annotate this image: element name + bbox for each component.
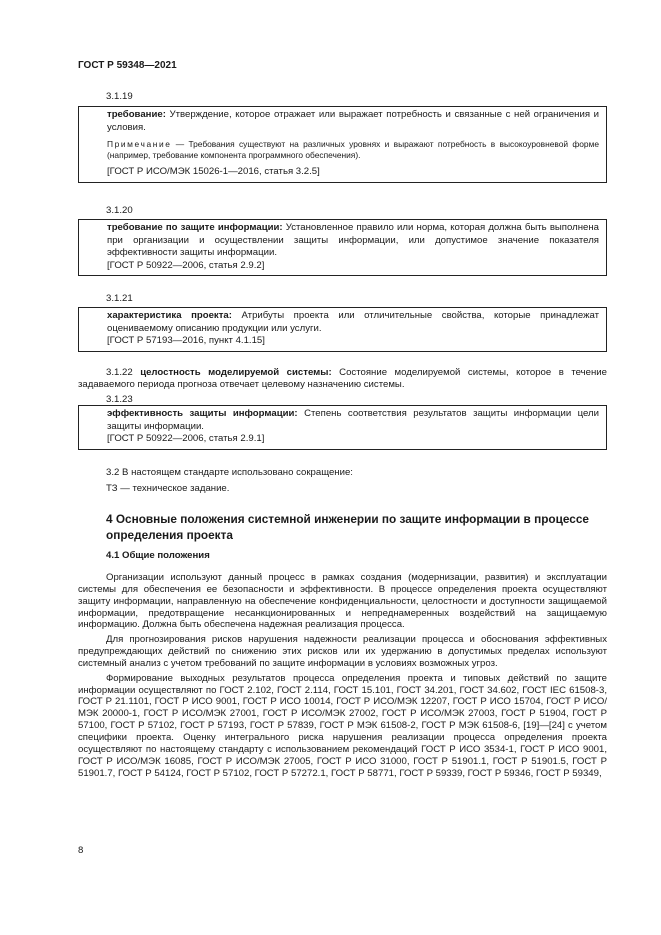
page-number: 8 <box>78 845 84 856</box>
term-definition <box>107 222 599 260</box>
term-source: [ГОСТ Р 50922—2006, статья 2.9.2] <box>107 259 265 271</box>
term-box-3-1-23 <box>78 405 607 450</box>
section-title: 4 Основные положения системной инженерии по защите информации в процессе определения проекта <box>106 512 589 542</box>
term-definition <box>107 310 599 335</box>
term-definition-text: Установленное правило или норма, которая должна быть выполнена при организации и осуществлении защиты информации, или допустимое значение показателя эффективности защиты информации. <box>107 222 599 259</box>
standard-header: ГОСТ Р 59348—2021 <box>78 60 177 71</box>
term-number: 3.1.19 <box>106 91 133 102</box>
term-name: эффективность защиты информации: <box>107 408 298 419</box>
term-box-3-1-20 <box>78 219 607 276</box>
term-name: требование: <box>107 109 166 120</box>
section-body <box>78 572 607 782</box>
abbrev-intro: 3.2 В настоящем стандарте использовано сокращение: <box>106 467 353 478</box>
term-definition-text: Состояние моделируемой системы, которое в течение задаваемого периода прогноза отвечает целевому назначению системы. <box>78 367 607 391</box>
term-number: 3.1.21 <box>106 293 133 304</box>
term-note <box>107 139 599 161</box>
body-paragraph: Формирование выходных результатов процесса определения проекта и типовых действий по защите информации осуществляют по ГОСТ 2.102, ГОСТ 2.114, ГОСТ 15.101, ГОСТ 34.201, ГОСТ 34.602, ГОСТ IEC 61508-3, ГОСТ Р 21.1101, ГОСТ Р ИСО 9001, ГОСТ Р ИСО 10014, ГОСТ Р ИСО/МЭК 12207, ГОСТ Р ИСО 15704, ГОСТ Р ИСО/МЭК 20000-1, ГОСТ Р ИСО/МЭК 27001, ГОСТ Р ИСО/МЭК 27002, ГОСТ Р ИСО/МЭК 27003, ГОСТ Р 51904, ГОСТ Р 57100, ГОСТ Р 57102, ГОСТ Р 57193, ГОСТ Р 57839, ГОСТ Р МЭК 61508-2, ГОСТ Р МЭК 61508-6, [19]—[24] с учетом специфики проекта. Оценку интегрального риска нарушения реализации процесса определения проекта осуществляют по настоящему стандарту с использованием рекомендаций ГОСТ Р ИСО 3534-1, ГОСТ Р ИСО 9001, ГОСТ Р ИСО/МЭК 16085, ГОСТ Р ИСО/МЭК 27005, ГОСТ Р ИСО 31000, ГОСТ Р 51901.1, ГОСТ Р 51901.5, ГОСТ Р 51901.7, ГОСТ Р 54124, ГОСТ Р 57102, ГОСТ Р 57272.1, ГОСТ Р 58771, ГОСТ Р 59339, ГОСТ Р 59346, ГОСТ Р 59349, <box>78 672 607 779</box>
note-label: Примечание <box>107 139 172 150</box>
term-box-3-1-21 <box>78 307 607 352</box>
term-number: 3.1.22 <box>106 367 141 378</box>
note-text: — Требования существуют на различных уровнях и выражают потребность в высокоуровневой форме (например, требование компонента программного обеспечения). <box>107 139 599 161</box>
term-source: [ГОСТ Р 50922—2006, статья 2.9.1] <box>107 433 265 445</box>
term-name: целостность моделируемой системы: <box>140 367 332 378</box>
body-paragraph: Организации используют данный процесс в рамках создания (модернизации, развития) и эксплуатации системы для обеспечения ее безопасности и эффективности. В процессе определения проекта осуществляют защиту информации, направленную на обеспечение конфиденциальности, целостности и доступности защищаемой информации, предотвращение несанкционированных и непреднамеренных воздействий на защищаемую информацию. Должна быть обеспечена надежная реализация процесса. <box>78 572 607 631</box>
term-definition-text: Утверждение, которое отражает или выражает потребность и связанные с ней ограничения и условия. <box>107 109 599 133</box>
term-definition <box>107 408 599 433</box>
term-definition <box>107 109 599 134</box>
subsection-title: 4.1 Общие положения <box>106 550 210 561</box>
term-source: [ГОСТ Р ИСО/МЭК 15026-1—2016, статья 3.2.5] <box>107 166 320 178</box>
body-paragraph: Для прогнозирования рисков нарушения надежности реализации процесса и обоснования эффективных предупреждающих действий по снижению этих рисков или их удержанию в допустимых пределах используют системный анализ с учетом требований по защите информации в условиях возможных угроз. <box>78 634 607 669</box>
term-definition-text: Степень соответствия результатов защиты информации цели защиты информации. <box>107 408 600 432</box>
term-name: требование по защите информации: <box>107 222 283 233</box>
term-number: 3.1.20 <box>106 205 133 216</box>
term-3-1-22 <box>78 367 607 392</box>
term-box-3-1-19 <box>78 106 607 183</box>
term-name: характеристика проекта: <box>107 310 232 321</box>
term-number: 3.1.23 <box>106 394 133 405</box>
term-source: [ГОСТ Р 57193—2016, пункт 4.1.15] <box>107 335 265 347</box>
abbrev-item: ТЗ — техническое задание. <box>106 483 230 494</box>
term-definition-text: Атрибуты проекта или отличительные свойства, которые принадлежат оцениваемому описанию продукции или услуги. <box>107 310 599 334</box>
